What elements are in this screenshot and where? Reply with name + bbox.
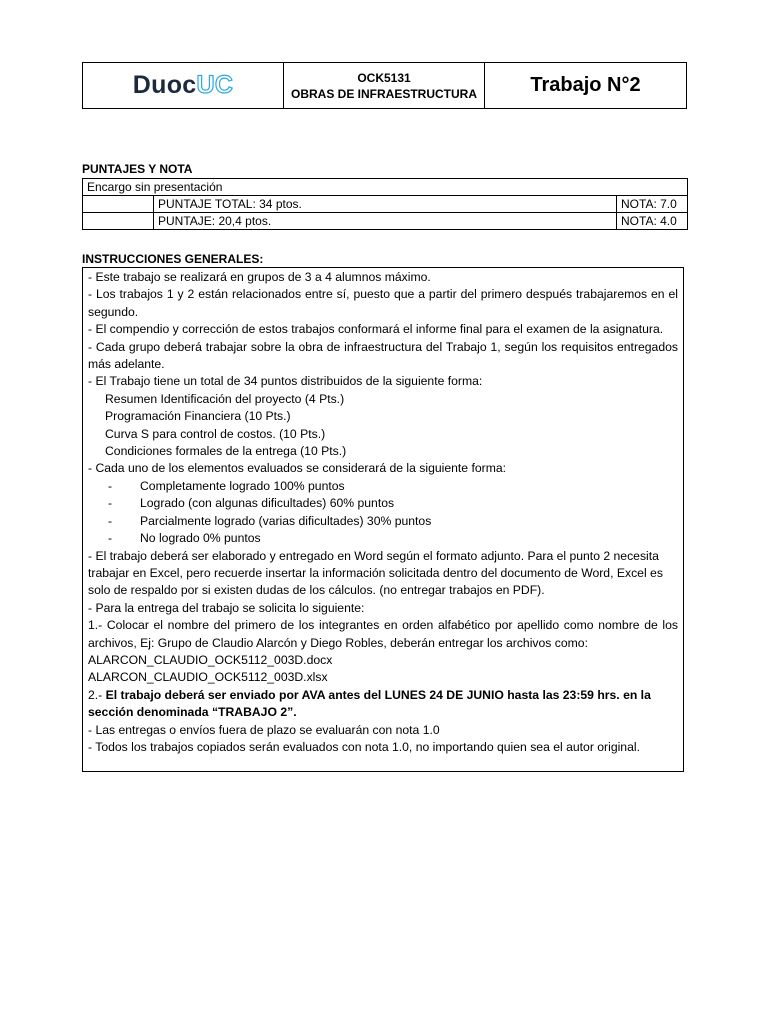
list-item: Resumen Identificación del proyecto (4 Pts.) (105, 391, 345, 406)
instruction-paragraph: - Cada grupo deberá trabajar sobre la obra de infraestructura del Trabajo 1, según los requisitos entregados más adelante. (88, 339, 678, 372)
table-row (83, 179, 688, 196)
scores-table (82, 178, 688, 230)
file-name: ALARCON_CLAUDIO_OCK5112_003D.xlsx (88, 670, 328, 685)
duocuc-logo: DuocUC (132, 71, 234, 99)
table-row (83, 196, 688, 213)
list-item: Condiciones formales de la entrega (10 Pts.) (105, 444, 347, 459)
course-name: OBRAS DE INFRAESTRUCTURA (291, 86, 477, 101)
grade-cell: NOTA: 4.0 (617, 213, 688, 230)
list-item: - Completamente logrado 100% puntos (108, 478, 345, 493)
list-item: - No logrado 0% puntos (108, 531, 261, 546)
instruction-paragraph: - El compendio y corrección de estos trabajos conformará el informe final para el examen de la asignatura. (88, 322, 664, 337)
course-cell (284, 63, 485, 108)
instruction-paragraph: - El Trabajo tiene un total de 34 puntos distribuidos de la siguiente forma: (88, 374, 483, 389)
assignment-title: Trabajo N°2 (530, 74, 641, 96)
logo-cell (83, 63, 284, 108)
scores-header-cell: Encargo sin presentación (83, 179, 688, 196)
instruction-paragraph: - Todos los trabajos copiados serán evaluados con nota 1.0, no importando quien sea el autor original. (88, 739, 640, 754)
table-row (83, 213, 688, 230)
instructions-box (82, 267, 684, 772)
instruction-paragraph: - El trabajo deberá ser elaborado y entregado en Word según el formato adjunto. Para el punto 2 necesita trabajar en Excel, pero recuerde insertar la información solicitada dentro del documento de Word, Excel es solo de respaldo por si existen dudas de los cálculos. (no entregar trabajos en PDF). (88, 548, 663, 598)
list-item: Curva S para control de costos. (10 Pts.) (105, 426, 326, 441)
instruction-paragraph: 1.- Colocar el nombre del primero de los integrantes en orden alfabético por apellido como nombre de los archivos, Ej: Grupo de Claudio Alarcón y Diego Robles, deberán entregar los archivos como: (88, 618, 678, 650)
instruction-paragraph: - Las entregas o envíos fuera de plazo se evaluarán con nota 1.0 (88, 722, 440, 737)
instruction-paragraph: - Este trabajo se realizará en grupos de 3 a 4 alumnos máximo. (88, 270, 431, 284)
instructions-section-title: INSTRUCCIONES GENERALES: (82, 252, 264, 266)
empty-cell (83, 196, 154, 213)
points-cell: PUNTAJE: 20,4 ptos. (154, 213, 617, 230)
total-points-cell: PUNTAJE TOTAL: 34 ptos. (154, 196, 617, 213)
instruction-paragraph: - Para la entrega del trabajo se solicita lo siguiente: (88, 600, 365, 615)
instruction-paragraph: - Cada uno de los elementos evaluados se considerará de la siguiente forma: (88, 461, 507, 476)
file-name: ALARCON_CLAUDIO_OCK5112_003D.docx (88, 652, 333, 667)
list-item: Programación Financiera (10 Pts.) (105, 409, 291, 424)
total-grade-cell: NOTA: 7.0 (617, 196, 688, 213)
empty-cell (83, 213, 154, 230)
course-code: OCK5131 (357, 70, 411, 85)
list-item: - Logrado (con algunas dificultades) 60% puntos (108, 496, 395, 511)
list-item: - Parcialmente logrado (varias dificultades) 30% puntos (108, 513, 432, 528)
scores-section-title: PUNTAJES Y NOTA (82, 162, 193, 176)
instruction-paragraph: 2.- El trabajo deberá ser enviado por AVA antes del LUNES 24 DE JUNIO hasta las 23:59 hrs. en la sección denominada “TRABAJO 2”. (88, 687, 651, 720)
document-header (82, 62, 687, 109)
instruction-paragraph: - Los trabajos 1 y 2 están relacionados entre sí, puesto que a partir del primero después trabajaremos en el segundo. (88, 287, 678, 319)
